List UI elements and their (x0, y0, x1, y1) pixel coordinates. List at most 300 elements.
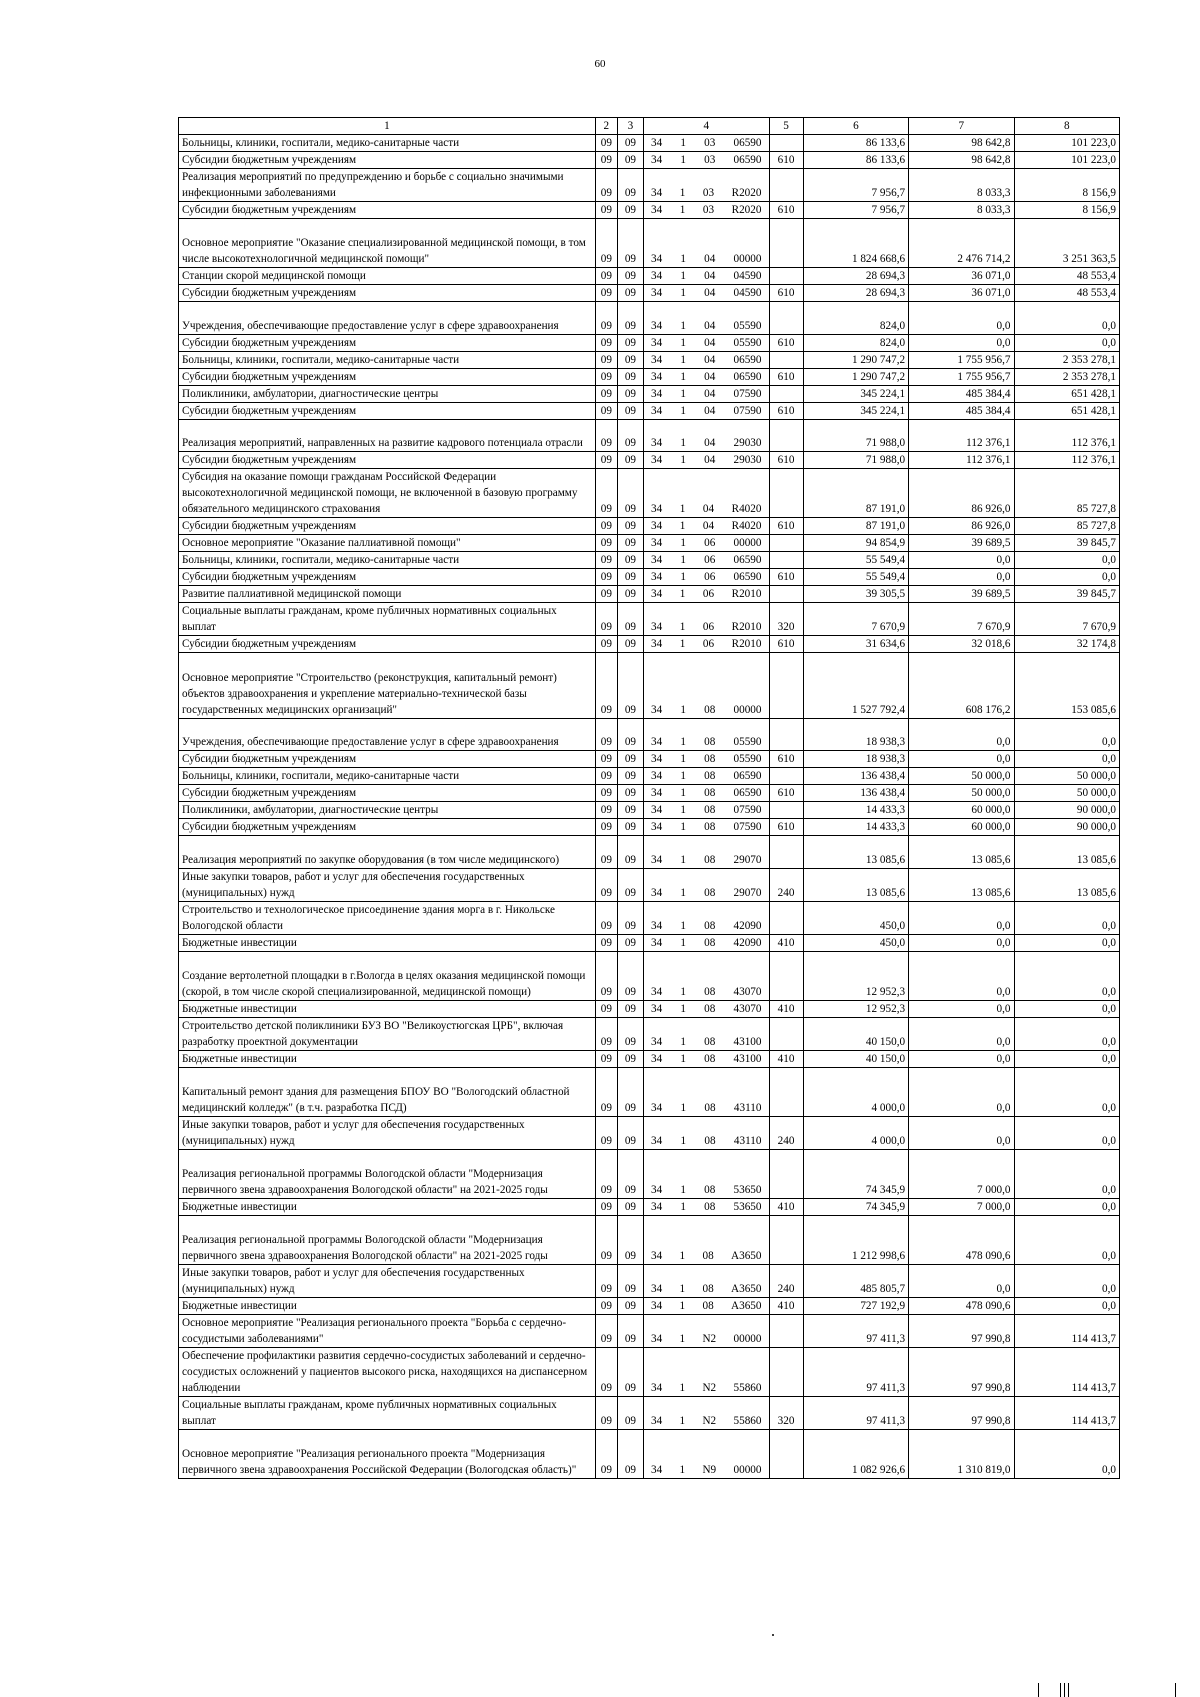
code-part: 1 (680, 387, 686, 400)
target-article-code (643, 552, 769, 569)
expense-type-code (769, 1314, 803, 1347)
section-code: 09 (595, 518, 617, 535)
code-part: 34 (650, 919, 663, 932)
code-part: 1 (680, 985, 686, 998)
table-row (179, 1017, 1120, 1050)
code-part: 43100 (733, 1035, 762, 1048)
row-name: Иные закупки товаров, работ и услуг для обеспечения государственных (муниципальных) нужд (179, 1116, 596, 1149)
subsection-code: 09 (617, 586, 643, 603)
table-row (179, 836, 1120, 869)
section-code: 09 (595, 552, 617, 569)
subsection-code: 09 (617, 402, 643, 419)
expense-type-code (769, 1215, 803, 1264)
amount-col-7: 608 176,2 (909, 653, 1014, 719)
expense-type-code (769, 1347, 803, 1396)
row-name: Бюджетные инвестиции (179, 1297, 596, 1314)
amount-col-6: 94 854,9 (803, 535, 908, 552)
amount-col-6: 4 000,0 (803, 1116, 908, 1149)
target-article-code (643, 603, 769, 636)
code-part: 1 (679, 1299, 686, 1312)
target-article-code (643, 934, 769, 951)
code-part: 1 (680, 1134, 687, 1147)
amount-col-6: 345 224,1 (803, 402, 908, 419)
amount-col-7: 60 000,0 (909, 802, 1014, 819)
target-article-parts (647, 552, 766, 568)
code-part: N2 (702, 1414, 717, 1427)
code-part: 55860 (733, 1381, 762, 1394)
code-part: 1 (680, 154, 686, 166)
target-article-code (643, 819, 769, 836)
expense-type-code (769, 552, 803, 569)
amount-col-8: 90 000,0 (1014, 802, 1119, 819)
amount-col-7: 0,0 (909, 934, 1014, 951)
table-row (179, 452, 1120, 469)
target-article-code (643, 385, 769, 402)
amount-col-7: 60 000,0 (909, 819, 1014, 836)
subsection-code: 09 (617, 469, 643, 518)
table-row (179, 535, 1120, 552)
target-article-code (643, 334, 769, 351)
code-part: 34 (650, 1134, 663, 1147)
code-part: 1 (680, 336, 686, 349)
table-row (179, 951, 1120, 1000)
subsection-code: 09 (617, 802, 643, 819)
target-article-parts (647, 1281, 766, 1297)
section-code: 09 (595, 785, 617, 802)
amount-col-8: 0,0 (1014, 334, 1119, 351)
code-part: R2010 (731, 621, 762, 633)
amount-col-6: 86 133,6 (803, 135, 908, 152)
expense-type-code: 610 (769, 819, 803, 836)
target-article-code (643, 202, 769, 219)
section-code: 09 (595, 385, 617, 402)
amount-col-8: 13 085,6 (1014, 868, 1119, 901)
table-row (179, 1297, 1120, 1314)
target-article-code (643, 785, 769, 802)
code-part: 08 (702, 1249, 714, 1262)
section-code: 09 (595, 1297, 617, 1314)
table-row (179, 1429, 1120, 1478)
target-article-parts (647, 535, 766, 551)
code-part: 1 (680, 736, 686, 748)
amount-col-6: 71 988,0 (803, 419, 908, 452)
code-part: 34 (650, 287, 663, 299)
expense-type-code: 410 (769, 1297, 803, 1314)
column-header: 2 (595, 118, 617, 135)
amount-col-8: 0,0 (1014, 1198, 1119, 1215)
subsection-code: 09 (617, 636, 643, 653)
code-part: 1 (680, 1101, 687, 1114)
subsection-code: 09 (617, 1017, 643, 1050)
code-part: 00000 (733, 537, 762, 549)
section-code: 09 (595, 802, 617, 819)
code-part: 29070 (733, 853, 762, 866)
code-part: 1 (680, 886, 686, 899)
table-row (179, 219, 1120, 268)
section-code: 09 (595, 1116, 617, 1149)
code-part: 06590 (733, 154, 762, 166)
section-code: 09 (595, 1347, 617, 1396)
code-part: N2 (702, 1332, 717, 1345)
target-article-code (643, 268, 769, 285)
section-code: 09 (595, 934, 617, 951)
table-row (179, 586, 1120, 603)
amount-col-7: 86 926,0 (909, 469, 1014, 518)
code-part: N2 (702, 1381, 717, 1394)
code-part: 1 (680, 537, 686, 549)
target-article-parts (647, 386, 766, 402)
row-name: Социальные выплаты гражданам, кроме публичных нормативных социальных выплат (179, 603, 596, 636)
code-part: 1 (679, 1249, 686, 1262)
amount-col-7: 13 085,6 (909, 836, 1014, 869)
target-article-parts (647, 1298, 766, 1314)
subsection-code: 09 (617, 152, 643, 169)
subsection-code: 09 (617, 351, 643, 368)
code-part: 34 (650, 1035, 663, 1048)
code-part: 34 (650, 753, 663, 765)
row-name: Реализация мероприятий по закупке оборудования (в том числе медицинского) (179, 836, 596, 869)
amount-col-7: 32 018,6 (909, 636, 1014, 653)
section-code: 09 (595, 951, 617, 1000)
code-part: 34 (650, 387, 663, 400)
target-article-code (643, 518, 769, 535)
target-article-code (643, 152, 769, 169)
section-code: 09 (595, 1429, 617, 1478)
table-row (179, 718, 1120, 751)
target-article-parts (647, 636, 766, 652)
target-article-parts (647, 501, 766, 517)
amount-col-8: 39 845,7 (1014, 535, 1119, 552)
amount-col-6: 71 988,0 (803, 452, 908, 469)
code-part: 1 (679, 1463, 686, 1476)
amount-col-6: 87 191,0 (803, 518, 908, 535)
target-article-parts (647, 918, 766, 934)
target-article-code (643, 1396, 769, 1429)
code-part: 1 (679, 187, 686, 199)
subsection-code: 09 (617, 1215, 643, 1264)
target-article-parts (647, 702, 766, 718)
amount-col-8: 0,0 (1014, 1050, 1119, 1067)
code-part: 34 (650, 936, 663, 949)
amount-col-6: 28 694,3 (803, 285, 908, 302)
code-part: 34 (650, 1332, 663, 1345)
target-article-parts (647, 1331, 766, 1347)
amount-col-8: 0,0 (1014, 1000, 1119, 1017)
amount-col-7: 112 376,1 (909, 452, 1014, 469)
row-name: Больницы, клиники, госпитали, медико-санитарные части (179, 351, 596, 368)
amount-col-7: 50 000,0 (909, 768, 1014, 785)
amount-col-6: 74 345,9 (803, 1149, 908, 1198)
target-article-parts (647, 135, 766, 151)
target-article-code (643, 1198, 769, 1215)
code-part: 07590 (733, 804, 762, 816)
amount-col-6: 1 290 747,2 (803, 351, 908, 368)
table-row (179, 934, 1120, 951)
target-article-code (643, 469, 769, 518)
expense-type-code (769, 268, 803, 285)
amount-col-6: 450,0 (803, 934, 908, 951)
code-part: 08 (704, 821, 716, 833)
amount-col-6: 1 527 792,4 (803, 653, 908, 719)
amount-col-8: 50 000,0 (1014, 785, 1119, 802)
section-code: 09 (595, 351, 617, 368)
code-part: 06 (704, 554, 716, 566)
subsection-code: 09 (617, 1297, 643, 1314)
amount-col-6: 86 133,6 (803, 152, 908, 169)
code-part: 1 (679, 588, 686, 600)
amount-col-8: 0,0 (1014, 302, 1119, 335)
code-part: 34 (650, 353, 663, 366)
code-part: 1 (680, 437, 686, 449)
code-part: 04 (702, 503, 715, 515)
code-part: 34 (650, 571, 663, 583)
scan-marks (1038, 1683, 1178, 1697)
subsection-code: 09 (617, 169, 643, 202)
amount-col-7: 0,0 (909, 1116, 1014, 1149)
amount-col-7: 485 384,4 (909, 402, 1014, 419)
amount-col-7: 485 384,4 (909, 385, 1014, 402)
amount-col-8: 112 376,1 (1014, 452, 1119, 469)
code-part: R4020 (731, 503, 762, 515)
target-article-parts (647, 1100, 766, 1116)
code-part: 1 (679, 1282, 686, 1295)
target-article-parts (647, 1248, 766, 1264)
section-code: 09 (595, 535, 617, 552)
target-article-code (643, 302, 769, 335)
code-part: 03 (702, 204, 715, 216)
amount-col-6: 485 805,7 (803, 1264, 908, 1297)
section-code: 09 (595, 603, 617, 636)
row-name: Учреждения, обеспечивающие предоставление услуг в сфере здравоохранения (179, 302, 596, 335)
amount-col-6: 55 549,4 (803, 552, 908, 569)
amount-col-7: 0,0 (909, 718, 1014, 751)
expense-type-code (769, 1067, 803, 1116)
code-part: 34 (650, 621, 663, 633)
section-code: 09 (595, 169, 617, 202)
table-row (179, 518, 1120, 535)
amount-col-8: 0,0 (1014, 1429, 1119, 1478)
subsection-code: 09 (617, 1264, 643, 1297)
target-article-code (643, 718, 769, 751)
amount-col-8: 114 413,7 (1014, 1396, 1119, 1429)
code-part: 08 (704, 736, 716, 748)
subsection-code: 09 (617, 302, 643, 335)
target-article-parts (647, 435, 766, 451)
amount-col-8: 651 428,1 (1014, 385, 1119, 402)
code-part: 34 (650, 821, 663, 833)
column-header: 1 (179, 118, 596, 135)
target-article-parts (647, 335, 766, 351)
amount-col-6: 4 000,0 (803, 1067, 908, 1116)
section-code: 09 (595, 334, 617, 351)
target-article-code (643, 1050, 769, 1067)
subsection-code: 09 (617, 1347, 643, 1396)
code-part: 06590 (733, 554, 762, 566)
amount-col-6: 7 670,9 (803, 603, 908, 636)
code-part: 1 (680, 703, 686, 716)
amount-col-8: 0,0 (1014, 934, 1119, 951)
code-part: 34 (650, 370, 663, 383)
amount-col-8: 0,0 (1014, 751, 1119, 768)
target-article-code (643, 1297, 769, 1314)
expense-type-code: 240 (769, 868, 803, 901)
table-row (179, 1215, 1120, 1264)
section-code: 09 (595, 636, 617, 653)
code-part: А3650 (731, 1282, 762, 1295)
amount-col-7: 97 990,8 (909, 1396, 1014, 1429)
code-part: 08 (702, 1282, 714, 1295)
target-article-parts (647, 352, 766, 368)
table-row (179, 636, 1120, 653)
code-part: 08 (704, 985, 716, 998)
section-code: 09 (595, 1396, 617, 1429)
amount-col-7: 13 085,6 (909, 868, 1014, 901)
code-part: 42090 (733, 936, 762, 949)
table-row (179, 768, 1120, 785)
code-part: А3650 (731, 1249, 762, 1262)
amount-col-8: 112 376,1 (1014, 419, 1119, 452)
amount-col-7: 39 689,5 (909, 535, 1014, 552)
code-part: 53650 (733, 1200, 762, 1213)
expense-type-code: 240 (769, 1116, 803, 1149)
code-part: 1 (680, 853, 686, 866)
subsection-code: 09 (617, 1314, 643, 1347)
expense-type-code: 610 (769, 636, 803, 653)
table-row (179, 152, 1120, 169)
row-name: Создание вертолетной площадки в г.Вологда в целях оказания медицинской помощи (скорой, в том числе скорой специализированной, медицинской помощи) (179, 951, 596, 1000)
code-part: 34 (650, 454, 663, 466)
target-article-parts (647, 152, 766, 168)
row-name: Строительство детской поликлиники БУЗ ВО "Великоустюгская ЦРБ", включая разработку проектной документации (179, 1017, 596, 1050)
code-part: 04590 (733, 270, 762, 282)
table-row (179, 1149, 1120, 1198)
amount-col-7: 8 033,3 (909, 202, 1014, 219)
amount-col-6: 727 192,9 (803, 1297, 908, 1314)
code-part: 1 (680, 1052, 686, 1065)
table-row (179, 385, 1120, 402)
expense-type-code (769, 718, 803, 751)
scan-dot (772, 1634, 774, 1636)
section-code: 09 (595, 768, 617, 785)
target-article-parts (647, 1001, 766, 1017)
amount-col-7: 0,0 (909, 569, 1014, 586)
row-name: Основное мероприятие "Реализация регионального проекта "Борьба с сердечно-сосудистыми заболеваниями" (179, 1314, 596, 1347)
target-article-code (643, 1264, 769, 1297)
row-name: Основное мероприятие "Реализация регионального проекта "Модернизация первичного звена здравоохранения Российской Федерации (Вологодская область)" (179, 1429, 596, 1478)
subsection-code: 09 (617, 385, 643, 402)
code-part: 04590 (733, 287, 762, 299)
section-code: 09 (595, 152, 617, 169)
target-article-parts (647, 802, 766, 818)
code-part: 34 (650, 770, 663, 782)
code-part: 00000 (733, 253, 762, 265)
amount-col-7: 0,0 (909, 1264, 1014, 1297)
code-part: 1 (680, 919, 686, 932)
amount-col-6: 12 952,3 (803, 951, 908, 1000)
amount-col-7: 0,0 (909, 751, 1014, 768)
code-part: 00000 (733, 1463, 762, 1476)
amount-col-7: 97 990,8 (909, 1347, 1014, 1396)
amount-col-8: 13 085,6 (1014, 836, 1119, 869)
amount-col-6: 1 290 747,2 (803, 368, 908, 385)
section-code: 09 (595, 1149, 617, 1198)
target-article-parts (647, 569, 766, 585)
code-part: 43070 (733, 1002, 762, 1015)
code-part: 1 (680, 353, 686, 366)
subsection-code: 09 (617, 751, 643, 768)
subsection-code: 09 (617, 836, 643, 869)
code-part: 08 (704, 936, 716, 949)
section-code: 09 (595, 751, 617, 768)
code-part: 1 (680, 821, 686, 833)
target-article-code (643, 901, 769, 934)
code-part: 08 (704, 770, 716, 782)
code-part: 1 (680, 753, 686, 765)
code-part: 04 (704, 387, 716, 400)
amount-col-7: 1 310 819,0 (909, 1429, 1014, 1478)
section-code: 09 (595, 402, 617, 419)
code-part: 1 (680, 1200, 686, 1213)
target-article-parts (647, 518, 766, 534)
amount-col-8: 48 553,4 (1014, 268, 1119, 285)
target-article-parts (647, 318, 766, 334)
code-part: 04 (704, 370, 716, 383)
code-part: 1 (679, 638, 686, 650)
row-name: Капитальный ремонт здания для размещения БПОУ ВО "Вологодский областной медицинский колледж" (в т.ч. разработка ПСД) (179, 1067, 596, 1116)
expense-type-code (769, 385, 803, 402)
subsection-code: 09 (617, 1396, 643, 1429)
row-name: Субсидии бюджетным учреждениям (179, 334, 596, 351)
code-part: 03 (702, 187, 715, 199)
target-article-code (643, 1314, 769, 1347)
subsection-code: 09 (617, 202, 643, 219)
amount-col-7: 7 000,0 (909, 1149, 1014, 1198)
code-part: 34 (650, 270, 663, 282)
code-part: А3650 (731, 1299, 762, 1312)
target-article-code (643, 1215, 769, 1264)
expense-type-code: 410 (769, 1050, 803, 1067)
target-article-parts (647, 202, 766, 218)
amount-col-8: 0,0 (1014, 718, 1119, 751)
code-part: 34 (650, 985, 663, 998)
expense-type-code (769, 135, 803, 152)
subsection-code: 09 (617, 603, 643, 636)
code-part: 08 (702, 1299, 714, 1312)
expense-type-code (769, 901, 803, 934)
amount-col-8: 0,0 (1014, 1149, 1119, 1198)
expense-type-code (769, 1149, 803, 1198)
amount-col-6: 136 438,4 (803, 785, 908, 802)
amount-col-6: 74 345,9 (803, 1198, 908, 1215)
section-code: 09 (595, 135, 617, 152)
target-article-code (643, 285, 769, 302)
code-part: 08 (704, 703, 716, 716)
target-article-code (643, 135, 769, 152)
code-part: R4020 (731, 520, 762, 532)
code-part: 04 (702, 520, 715, 532)
row-name: Бюджетные инвестиции (179, 1000, 596, 1017)
expense-type-code: 610 (769, 202, 803, 219)
expense-type-code: 610 (769, 785, 803, 802)
subsection-code: 09 (617, 1149, 643, 1198)
amount-col-8: 0,0 (1014, 569, 1119, 586)
code-part: 34 (650, 588, 663, 600)
expense-type-code (769, 802, 803, 819)
code-part: 04 (704, 404, 716, 417)
code-part: 07590 (733, 387, 762, 400)
target-article-parts (647, 285, 766, 301)
code-part: 34 (650, 1200, 663, 1213)
